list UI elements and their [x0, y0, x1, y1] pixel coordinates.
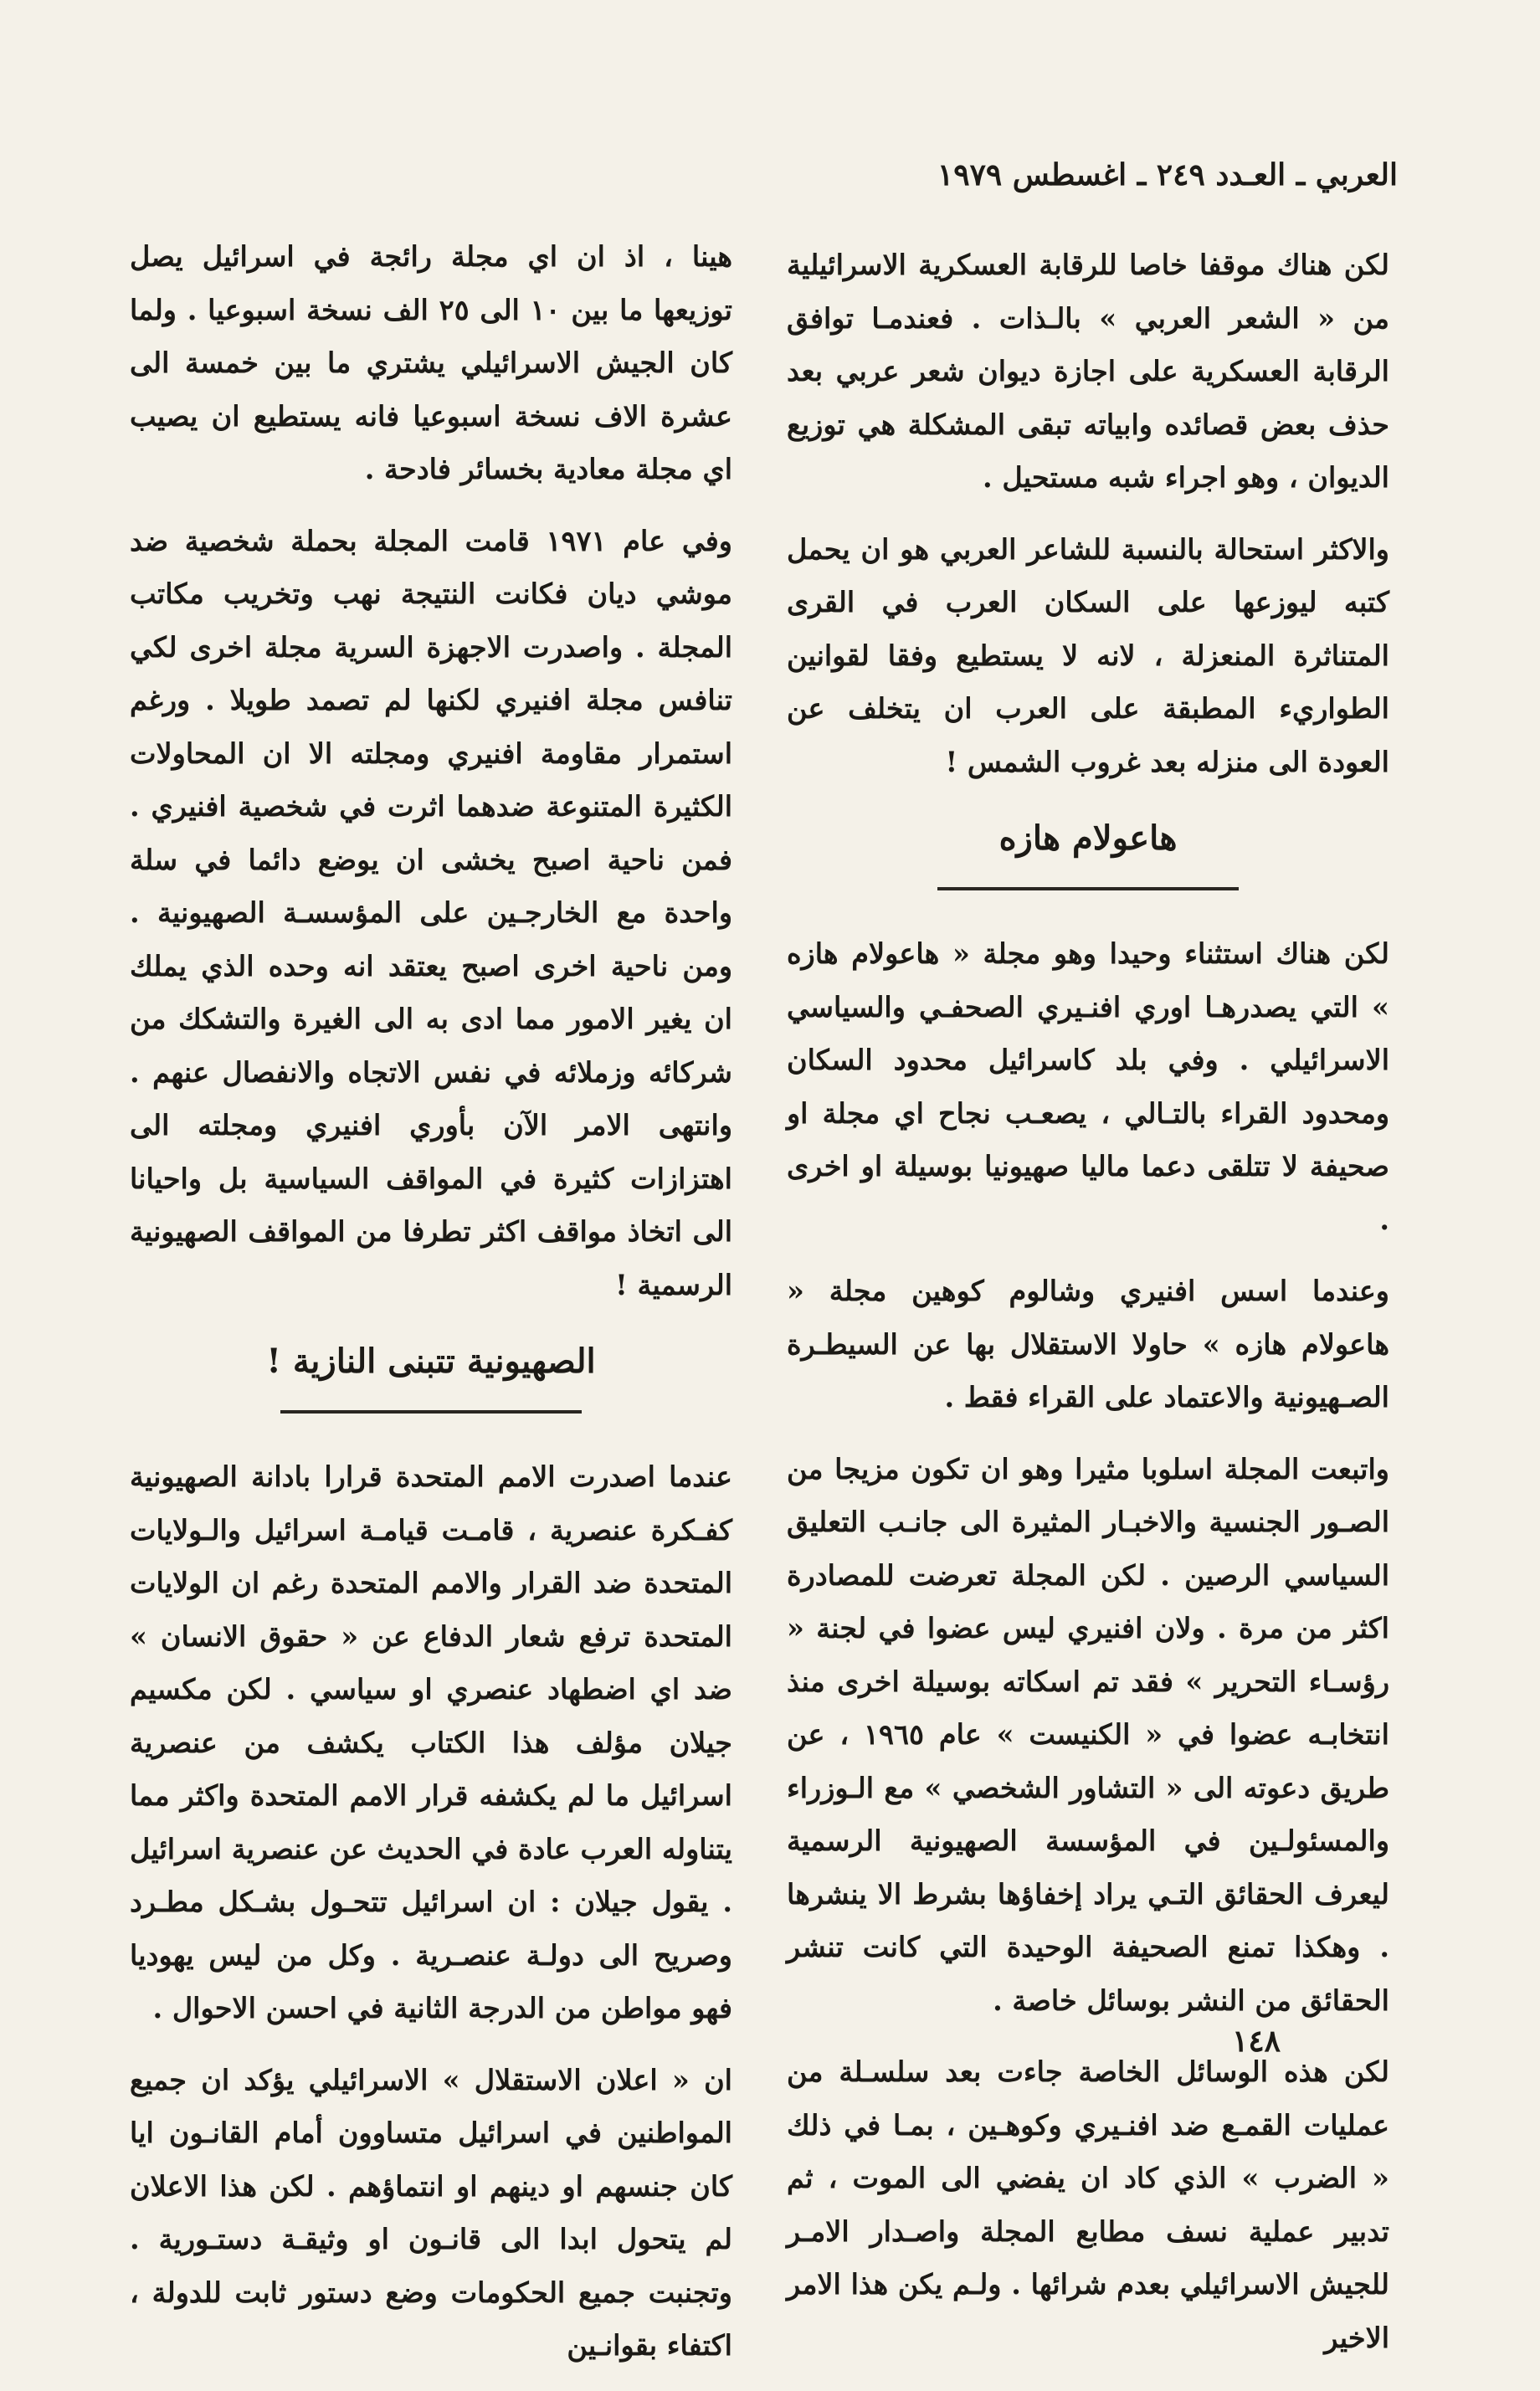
paragraph: وعندما اسس افنيري وشالوم كوهين مجلة « هاعولام هازه » حاولا الاستقلال بها عن السيطـرة الصـهيونية والاعتماد على القراء فقط .	[787, 1275, 1389, 1414]
paragraph: لكن هذه الوسائل الخاصة جاءت بعد سلسـلة من عمليات القمـع ضد افنـيري وكوهـين ، بمـا في ذلك « الضرب » الذي كاد ان يفضي الى الموت ، ثم تدبير عملية نسف مطابع المجلة واصـدار الامـر للجيش الاسرائيلي بعدم شرائها . ولـم يكن هذا الامر الاخير	[787, 2055, 1389, 2354]
section-heading: هاعولام هازه	[998, 818, 1178, 858]
paragraph: هينا ، اذ ان اي مجلة رائجة في اسرائيل يصل توزيعها ما بين ١٠ الى ٢٥ الف نسخة اسبوعيا . ولما كان الجيش الاسرائيلي يشتري ما بين خمسة الى عشرة الاف نسخة اسبوعيا فانه يستطيع ان يصيب اي مجلة معادية بخسائر فادحة .	[130, 240, 732, 485]
paragraph: وفي عام ١٩٧١ قامت المجلة بحملة شخصية ضد موشي ديان فكانت النتيجة نهب وتخريب مكاتب المجلة . واصدرت الاجهزة السرية مجلة اخرى لكي تنافس مجلة افنيري لكنها لم تصمد طويلا . ورغم استمرار مقاومة افنيري ومجلته الا ان المحاولات الكثيرة المتنوعة ضدهما اثرت في شخصية افنيري . فمن ناحية اصبح يخشى ان يوضع دائما في سلة واحدة مع الخارجـين على المؤسسـة الصهيونية . ومن ناحية اخرى اصبح يعتقد انه وحده الذي يملك ان يغير الامور مما ادى به الى الغيرة والتشكك من شركائه وزملائه في نفس الاتجاه والانفصال عنهم . وانتهى الامر الآن بأوري افنيري ومجلته الى اهتزازات كثيرة في المواقف السياسية بل واحيانا الى اتخاذ مواقف اكثر تطرفا من المواقف الصهيونية الرسمية !	[130, 524, 732, 1301]
section-heading: الصهيونية تتبنى النازية !	[266, 1342, 596, 1381]
left-column	[130, 230, 732, 2391]
paragraph: لكن هناك موقفا خاصا للرقابة العسكرية الاسرائيلية من « الشعر العربي » بالـذات . فعندمـا توافق الرقابة العسكرية على اجازة ديوان شعر عربي بعد حذف بعض قصائده وابياته تبقى المشكلة هي توزيع الديوان ، وهو اجراء شبه مستحيل .	[787, 249, 1389, 494]
heading-rule	[280, 1410, 582, 1414]
paragraph: لكن هناك استثناء وحيدا وهو مجلة « هاعولام هازه » التي يصدرهـا اوري افنـيري الصحفـي والسياسي الاسرائيلي . وفي بلد كاسرائيل محدود السكان ومحدود القراء بالتـالي ، يصعـب نجاح اي مجلة او صحيفة لا تتلقى دعما ماليا صهيونيا بوسيلة او اخرى .	[787, 937, 1389, 1236]
paragraph: والاكثر استحالة بالنسبة للشاعر العربي هو ان يحمل كتبه ليوزعها على السكان العرب في القرى المتناثرة المنعزلة ، لانه لا يستطيع وفقا لقوانين الطواريء المطبقة على العرب ان يتخلف عن العودة الى منزله بعد غروب الشمس !	[787, 532, 1389, 778]
paragraph: ان « اعلان الاستقلال » الاسرائيلي يؤكد ان جميع المواطنين في اسرائيل متساوون أمام القانـون ايا كان جنسهم او دينهم او انتماؤهم . لكن هذا الاعلان لم يتحول ابدا الى قانـون او وثيقـة دستـورية . وتجنبت جميع الحكومات وضع دستور ثابت للدولة ، اكتفاء بقوانـين	[130, 2063, 732, 2362]
page-number: ١٤٨	[1231, 2024, 1281, 2059]
paragraph: واتبعت المجلة اسلوبا مثيرا وهو ان تكون مزيجا من الصـور الجنسية والاخبـار المثيرة الى جانـب التعليق السياسي الرصين . لكن المجلة تعرضت للمصادرة اكثر من مرة . ولان افنيري ليس عضوا في لجنة « رؤسـاء التحرير » فقد تم اسكاته بوسيلة اخرى منذ انتخابـه عضوا في « الكنيست » عام ١٩٦٥ ، عن طريق دعوته الى « التشاور الشخصي » مع الـوزراء والمسئولـين في المؤسسة الصهيونية الرسمية ليعرف الحقائق التـي يراد إخفاؤها بشرط الا ينشرها . وهكذا تمنع الصحيفة الوحيدة التي كانت تنشر الحقائق من النشر بوسائل خاصة .	[787, 1452, 1389, 2017]
paragraph: عندما اصدرت الامم المتحدة قرارا بادانة الصهيونية كفـكرة عنصرية ، قامـت قيامـة اسرائيل والـولايات المتحدة ضد القرار والامم المتحدة رغم ان الولايات المتحدة ترفع شعار الدفاع عن « حقوق الانسان » ضد اي اضطهاد عنصري او سياسي . لكن مكسيم جيلان مؤلف هذا الكتاب يكشف من عنصرية اسرائيل ما لم يكشفه قرار الامم المتحدة واكثر مما يتناوله العرب عادة في الحديث عن عنصرية اسرائيل . يقول جيلان : ان اسرائيل تتحـول بشـكل مطـرد وصريح الى دولـة عنصـرية . وكل من ليس يهوديا فهو مواطن من الدرجة الثانية في احسن الاحوال .	[130, 1460, 732, 2024]
right-column	[787, 239, 1389, 2383]
heading-rule	[937, 887, 1239, 890]
running-header: العربي ـ العـدد ٢٤٩ ـ اغسطس ١٩٧٩	[937, 157, 1398, 192]
